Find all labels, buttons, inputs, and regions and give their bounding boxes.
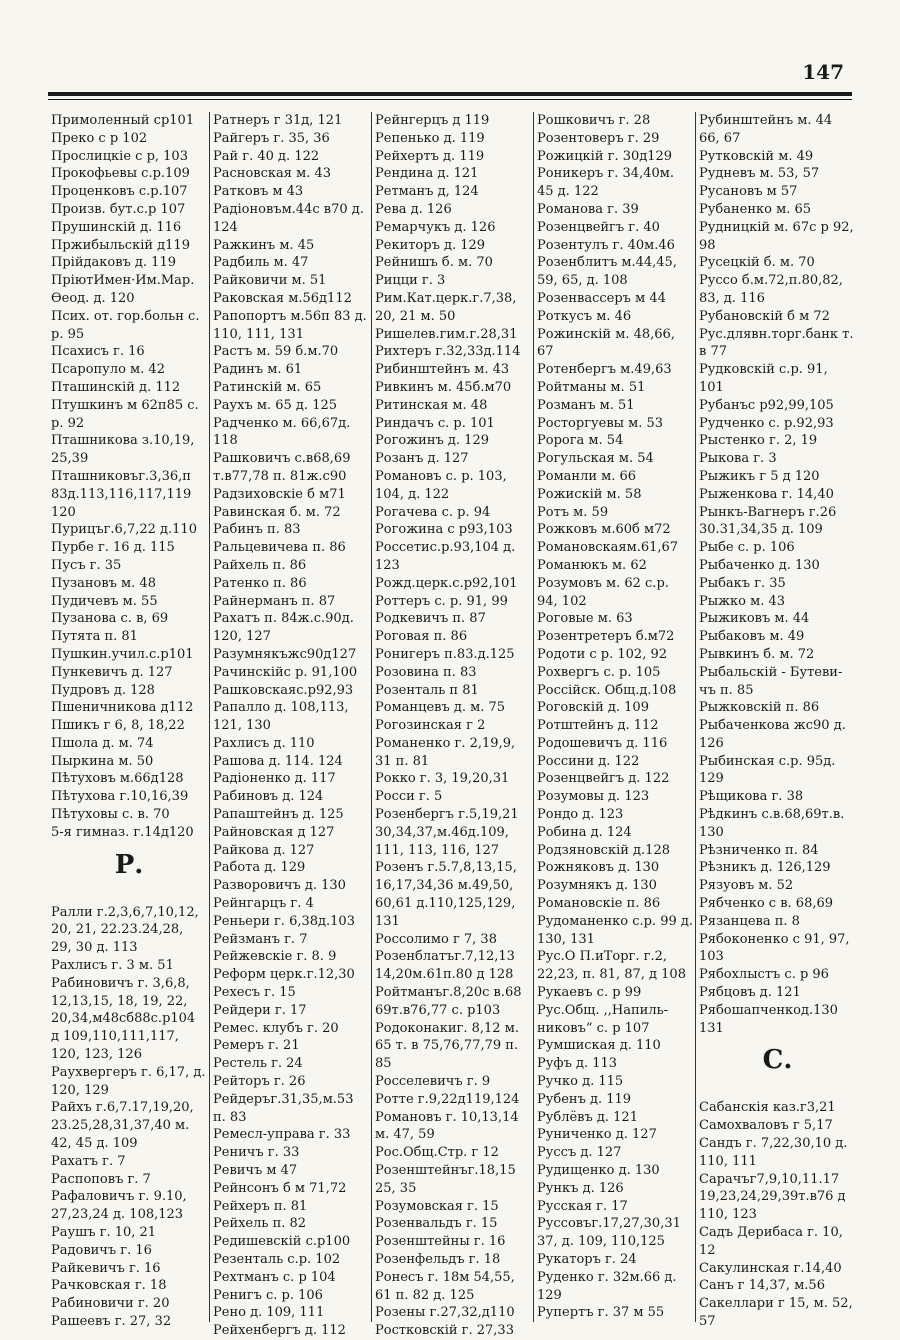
directory-entry: Пункевичъ д. 127 [51,664,173,680]
directory-entry: Репенько д. 119 [375,130,485,146]
directory-entry: Рукаевъ с. р 99 [537,985,642,1001]
directory-entry: Примоленный ср101 [51,113,195,128]
directory-entry: Романенко г. 2,19,9, 31 п. 81 [375,735,516,769]
directory-entry: Рыбакъ г. 35 [699,575,786,591]
directory-entry: Рывкинъ б. м. 72 [699,646,815,662]
directory-entry: Рожискій м. 58 [537,486,642,502]
directory-entry: Розумовская г. 15 [375,1198,499,1214]
directory-entry: Пурбе г. 16 д. 115 [51,540,175,556]
directory-entry: Раушъ г. 10, 21 [51,1225,157,1241]
directory-entry: Рѣдкинъ с.в.68,69т.в. 130 [699,807,845,840]
directory-entry: Родкевичъ п. 87 [375,611,486,627]
directory-entry: Рихтеръ г.32,33д.114 [375,344,521,360]
directory-entry: Пузанова с. в, 69 [51,611,169,627]
directory-entry: Руссъ д. 127 [537,1145,622,1161]
directory-entry: Риндачъ с. р. 101 [375,415,495,431]
directory-entry: Рейдери г. 17 [213,1002,307,1018]
directory-entry: Рожд.церк.с.р92,101 [375,575,518,591]
directory-entry: Росси г. 5 [375,789,443,805]
directory-entry: Рыстенко г. 2, 19 [699,433,818,449]
directory-entry: Рейнсонъ б м 71,72 [213,1180,347,1196]
directory-entry: Радинъ м. 61 [213,362,303,378]
directory-entry: Ронигеръ п.83.д.125 [375,646,515,662]
directory-entry: Рус.длявн.торг.банк т. в 77 [699,326,854,360]
directory-entry: Ронесъ г. 18м 54,55, 61 п. 82 д. 125 [375,1269,515,1303]
directory-entry: Работа д. 129 [213,860,306,876]
directory-entry: Романовскаям.61,67 [537,540,679,556]
directory-entry: Россійск. Общ.д.108 [537,682,677,698]
directory-entry: Рябцовъ д. 121 [699,985,801,1001]
directory-entry: Пурицъг.6,7,22 д.110 [51,522,197,538]
directory-entry: Розумовы д. 123 [537,789,650,805]
directory-entry: Рейнгерцъ д 119 [375,113,490,128]
header-rule [48,92,852,96]
directory-entry: Розманъ м. 51 [537,397,635,413]
directory-entry: Рыжковскій п. 86 [699,700,820,716]
directory-entry: Рудницкій м. 67с р 92, 98 [699,219,854,253]
directory-entry: Розовина п. 83 [375,664,477,680]
directory-entry: Радіоненко д. 117 [213,771,336,787]
directory-entry: Рачинскійс р. 91,100 [213,664,358,680]
directory-entry: Розентретеръ б.м72 [537,629,675,645]
directory-entry: Родошевичъ д. 116 [537,735,668,751]
directory-entry: Рахлисъ д. 110 [213,735,315,751]
directory-entry: Руниченко д. 127 [537,1127,657,1143]
directory-entry: Рошковичъ г. 28 [537,113,651,128]
directory-entry: 5-я гимназ. г.14д120 [51,824,194,840]
directory-column [696,112,858,1329]
directory-entry: Ражкинъ м. 45 [213,237,315,253]
directory-entry: Рукаторъ г. 24 [537,1252,637,1267]
directory-entry: Рудневъ м. 53, 57 [699,166,820,182]
directory-entry: Ратинскій м. 65 [213,379,322,395]
directory-entry: Рубинштейнъ м. 44 66, 67 [699,113,833,146]
directory-entry: Рай г. 40 д. 122 [213,148,320,164]
directory-entry: Сакулинская г.14,40 [699,1260,842,1276]
directory-entry: Рейхертъ д. 119 [375,148,485,164]
directory-entry: Рогульская м. 54 [537,451,654,467]
directory-entry: Псахисъ г. 16 [51,344,145,360]
directory-entry: Пшеничникова д112 [51,700,194,716]
directory-entry: Роткусъ м. 46 [537,308,632,324]
directory-entry: Розенбергъ г.5,19,21 30,34,37,м.46д.109, 111, 113, 116, 127 [375,807,519,858]
directory-entry: Рабинъ п. 83 [213,522,301,538]
directory-entry: Рено д. 109, 111 [213,1305,325,1321]
directory-columns [48,112,860,1339]
directory-entry: Рябченко с в. 68,69 [699,896,834,912]
directory-entry: Рыкова г. 3 [699,451,777,467]
directory-entry: Ральцевичева п. 86 [213,540,346,556]
directory-entry: Рутковскій м. 49 [699,148,814,164]
directory-entry: Рыжко м. 43 [699,593,786,609]
directory-entry: Райнерманъ п. 87 [213,593,336,609]
directory-entry: Росторгуевы м. 53 [537,415,664,431]
directory-entry: Рыбинская с.р. 95д. 129 [699,753,836,787]
directory-entry: Россетис.р.93,104 д. 123 [375,540,516,573]
directory-column [534,112,696,1322]
directory-entry: Розенштейнъг.18,15 25, 35 [375,1163,516,1196]
directory-entry: Рейхель п. 82 [213,1216,307,1232]
directory-entry: Ростковскій г. 27,33 [375,1323,514,1339]
directory-entry: Рапаштейнъ д. 125 [213,807,344,823]
directory-entry: Пѣтуховъ м.66д128 [51,771,184,787]
directory-entry: Рахлисъ г. 3 м. 51 [51,958,174,974]
directory-entry: Романовъ с. р. 103, 104, д. 122 [375,468,507,502]
directory-entry: Равинская б. м. 72 [213,504,341,520]
directory-entry: Ратнеръ г 31д, 121 [213,113,343,128]
directory-entry: Рудищенко д. 130 [537,1163,660,1179]
directory-entry: Раковская м.56д112 [213,290,352,306]
directory-column [210,112,372,1339]
directory-entry: Раухвергеръ г. 6,17, д. 120, 129 [51,1064,206,1098]
directory-entry: Разворовичъ д. 130 [213,878,346,894]
directory-entry: Розумовъ м. 62 с.р. 94, 102 [537,575,669,609]
directory-entry: Псих. от. гор.больн с. р. 95 [51,308,200,342]
directory-entry: Рыжиковъ м. 44 [699,611,810,627]
directory-entry: Рева д. 126 [375,201,452,217]
directory-entry: Рожицкій г. 30д129 [537,148,673,164]
directory-entry: Романовскіе п. 86 [537,896,661,912]
directory-entry: Рехесъ г. 15 [213,985,296,1001]
directory-entry: Рокко г. 3, 19,20,31 [375,771,510,787]
directory-entry: Рейхеръ п. 81 [213,1198,308,1214]
directory-entry: Розентоверъ г. 29 [537,130,660,146]
directory-entry: Самохваловъ г 5,17 [699,1118,833,1134]
directory-entry: Рыбаченкова жс90 д. 126 [699,718,846,751]
directory-entry: Ротенбергъ м.49,63 [537,362,672,378]
directory-entry: Проценковъ с.р.107 [51,184,188,200]
directory-entry: Рехтманъ с. р 104 [213,1269,336,1285]
directory-entry: Рейжевскіе г. 8. 9 [213,949,337,965]
directory-entry: Рубановскій б м 72 [699,308,830,324]
directory-entry: Романли м. 66 [537,468,637,484]
directory-entry: Рублёвъ д. 121 [537,1109,638,1125]
directory-entry: Радовичъ г. 16 [51,1242,152,1258]
directory-entry: Распоповъ г. 7 [51,1171,151,1187]
directory-entry: Пѣтуховы с. в. 70 [51,807,170,823]
section-letter-heading: С. [762,1045,793,1076]
directory-entry: Рожняковъ д. 130 [537,860,660,876]
directory-entry: Рязанцева п. 8 [699,913,800,929]
directory-entry: Рожковъ м.60б м72 [537,522,671,538]
directory-entry: Романцевъ д. м. 75 [375,700,506,716]
directory-entry: Пусъ г. 35 [51,557,122,573]
directory-entry: Радбиль м. 47 [213,255,309,271]
directory-entry: Рабиновъ д. 124 [213,789,324,805]
header-rule-thin [48,99,852,100]
directory-entry: Сандъ г. 7,22,30,10 д. 110, 111 [699,1136,848,1169]
directory-entry: ПріютИмен·Им.Мар. Өеод. д. 120 [51,273,195,306]
directory-entry: Рогожинъ д. 129 [375,433,489,449]
directory-entry: Рыженкова г. 14,40 [699,486,834,502]
directory-entry: Розенфельдъ г. 18 [375,1252,501,1267]
directory-entry: Рѣзникъ д. 126,129 [699,860,831,876]
directory-entry: Ройтманъг.8,20с в.68 69т.в76,77 с. р103 [375,985,522,1018]
directory-column [372,112,534,1339]
directory-entry: Сабанскія каз.г3,21 [699,1100,836,1116]
directory-entry: Ротъ м. 59 [537,504,609,520]
directory-entry: Роговая п. 86 [375,629,468,645]
directory-entry: Рябохлыстъ с. р 96 [699,967,829,983]
directory-entry: Розенвассеръ м 44 [537,290,666,306]
directory-entry: Русская г. 17 [537,1198,628,1214]
directory-entry: Россини д. 122 [537,753,640,769]
directory-entry: Радченко м. 66,67д. 118 [213,415,351,449]
directory-entry: Розенцвейгъ г. 40 [537,219,660,235]
directory-entry: Рогозинская г 2 [375,718,486,734]
directory-entry: Рубанъс р92,99,105 [699,397,834,413]
directory-entry: Ревичъ м 47 [213,1163,298,1179]
directory-entry: Розенштейны г. 16 [375,1234,506,1250]
directory-entry: Рязуовъ м. 52 [699,878,794,894]
directory-entry: Пузановъ м. 48 [51,575,156,591]
directory-entry: Псаропуло м. 42 [51,362,165,378]
directory-entry: Розанъ д. 127 [375,451,469,467]
directory-entry: Санъ г 14,37, м.56 [699,1278,825,1294]
directory-entry: Розумнякъ д. 130 [537,878,657,894]
directory-entry: Ройтманы м. 51 [537,379,646,395]
directory-entry: Ралли г.2,3,6,7,10,12, 20, 21, 22.23.24,28, 29, 30 д. 113 [51,904,199,956]
directory-entry: Садъ Дерибаса г. 10, 12 [699,1225,843,1258]
directory-entry: Ротштейнъ д. 112 [537,718,659,734]
directory-entry: Радіоновъм.44с в70 д. 124 [213,201,364,235]
directory-entry: Роговые м. 63 [537,611,633,627]
directory-entry: Ротте г.9,22д119,124 [375,1091,520,1107]
directory-entry: Рестель г. 24 [213,1056,303,1072]
directory-entry: Пшикъ г 6, 8, 18,22 [51,718,185,734]
directory-entry: Розенъ г.5.7,8,13,15, 16,17,34,36 м.49,50, 60,61 д.110,125,129, 131 [375,860,517,929]
directory-entry: Родзяновскій д.128 [537,842,670,858]
directory-entry: Ренигъ с. р. 106 [213,1287,323,1303]
directory-entry: Розентулъ г. 40м.46 [537,237,675,253]
directory-entry: Руфъ д. 113 [537,1056,618,1072]
directory-entry: Рейзманъ г. 7 [213,931,308,947]
directory-entry: Розенблатъг.7,12,13 14,20м.61п.80 д 128 [375,949,515,983]
directory-entry: Россолимо г 7, 38 [375,931,497,947]
directory-entry: Русецкій б. м. 70 [699,255,815,271]
directory-entry: Роттеръ с. р. 91, 99 [375,593,508,609]
directory-entry: Рахатъ г. 7 [51,1153,126,1169]
directory-entry: Родоти с р. 102, 92 [537,646,668,662]
directory-entry: Рудоманенко с.р. 99 д. 130, 131 [537,913,694,947]
directory-entry: Рабиновичи г. 20 [51,1296,170,1312]
directory-entry: Румшиская д. 110 [537,1038,661,1054]
directory-entry: Розенталь п 81 [375,682,479,698]
directory-entry: Рашковскаяс.р92,93 [213,682,354,698]
directory-entry: Рубенъ д. 119 [537,1091,632,1107]
directory-entry: Ророга м. 54 [537,433,624,449]
directory-entry: Пудровъ д. 128 [51,682,155,698]
section-letter-heading: Р. [114,849,144,880]
directory-entry: Рибинштейнъ м. 43 [375,362,510,378]
directory-entry: Сарачъг7,9,10,11.17 19,23,24,29,39т.в76 д 110, 123 [699,1171,846,1223]
directory-entry: Разумнякъжс90д127 [213,646,357,662]
directory-entry: Рапалло д. 108,113, 121, 130 [213,700,349,734]
directory-entry: Прійдаковъ д. 119 [51,255,176,271]
directory-entry: Рупертъ г. 37 м 55 [537,1305,665,1321]
directory-entry: Рѣщикова г. 38 [699,789,804,805]
directory-entry: Рѣзниченко п. 84 [699,842,819,858]
directory-entry: Рохвергъ с. р. 105 [537,664,661,680]
directory-entry: Рашова д. 114. 124 [213,753,343,769]
directory-entry: Преко с р 102 [51,130,148,146]
directory-entry: Руссо б.м.72,п.80,82, 83, д. 116 [699,273,843,306]
directory-entry: Райгеръ г. 35, 36 [213,130,330,146]
directory-entry: Райхель п. 86 [213,557,307,573]
directory-entry: Птушкинъ м 62п85 с. р. 92 [51,397,199,431]
directory-column [48,112,210,1329]
directory-entry: Реньери г. 6,38д.103 [213,913,355,929]
directory-entry: Рапопортъ м.56п 83 д. 110, 111, 131 [213,308,367,342]
directory-entry: Рус.Общ. ,,Напиль- никовъ“ с. р 107 [537,1002,669,1036]
directory-entry: Пудичевъ м. 55 [51,593,158,609]
directory-entry: Рашковичъ с.в68,69 т.в77,78 п. 81ж.с90 [213,451,351,484]
directory-entry: Рус.О П.иТорг. г.2, 22,23, п. 81, 87, д 108 [537,949,686,983]
directory-entry: Прокофьевы с.р.109 [51,166,190,182]
directory-entry: Пушкин.учил.с.р101 [51,646,194,662]
directory-entry: Путята п. 81 [51,629,138,645]
directory-entry: Робина д. 124 [537,824,632,840]
directory-entry: Пташинскій д. 112 [51,379,181,395]
directory-entry: Ремеръ г. 21 [213,1038,300,1054]
directory-entry: Рейнишъ б. м. 70 [375,255,493,271]
directory-entry: Роговскій д. 109 [537,700,649,716]
directory-entry: Розены г.27,32,д110 [375,1305,515,1321]
directory-entry: Рейторъ г. 26 [213,1074,306,1090]
directory-entry: Рыбальскій - Бутеви- чъ п. 85 [699,664,843,698]
directory-entry: Прослицкіе с р, 103 [51,148,188,164]
directory-entry: Ривкинъ м. 45б.м70 [375,379,512,395]
directory-entry: Райхъ г.6,7.17,19,20, 23.25,28,31,37,40 м. 42, 45 д. 109 [51,1100,194,1152]
directory-entry: Ремесл-управа г. 33 [213,1127,351,1143]
directory-entry: Рожинскій м. 48,66, 67 [537,326,675,360]
directory-entry: Руденко г. 32м.66 д. 129 [537,1269,677,1303]
directory-entry: Розенблитъ м.44,45, 59, 65, д. 108 [537,255,677,289]
directory-entry: Пшола д. м. 74 [51,735,154,751]
directory-entry: Рогачева с. р. 94 [375,504,491,520]
directory-entry: Рафаловичъ г. 9.10, 27,23,24 д. 108,123 [51,1189,187,1223]
directory-entry: Роникеръ г. 34,40м. 45 д. 122 [537,166,674,200]
directory-entry: Райновская д 127 [213,824,335,840]
directory-entry: Русановъ м 57 [699,184,798,200]
directory-entry: Ратенко п. 86 [213,575,307,591]
directory-entry: Райковичи м. 51 [213,273,327,289]
directory-entry: Сакеллари г 15, м. 52, 57 [699,1296,853,1329]
directory-entry: Пташникова з.10,19, 25,39 [51,433,195,467]
directory-entry: Родоконакиг. 8,12 м. 65 т. в 75,76,77,79 п. 85 [375,1020,519,1072]
directory-entry: Резенталь с.р. 102 [213,1252,341,1267]
directory-entry: Произв. бут.с.р 107 [51,201,186,217]
directory-entry: Редишевскій с.р100 [213,1234,351,1250]
directory-entry: Радзиховскіе б м71 [213,486,346,502]
directory-entry: Рейхенбергъ д. 112 [213,1323,346,1339]
directory-entry: Пѣтухова г.10,16,39 [51,789,189,805]
directory-entry: Рябошапченкод.130 131 [699,1002,838,1036]
directory-entry: Ретманъ д, 124 [375,184,479,200]
directory-entry: Розенцвейгъ д. 122 [537,771,670,787]
directory-entry: Рыбаковъ м. 49 [699,629,805,645]
directory-entry: Раухъ м. 65 д. 125 [213,397,338,413]
directory-entry: Романовъ г. 10,13,14 м. 47, 59 [375,1109,519,1143]
directory-entry: Рим.Кат.церк.г.7,38, 20, 21 м. 50 [375,290,517,324]
directory-entry: Ришелев.гим.г.28,31 [375,326,518,342]
directory-entry: Романова г. 39 [537,201,639,217]
directory-entry: Рубаненко м. 65 [699,201,811,217]
directory-entry: Райкова д. 127 [213,842,315,858]
directory-entry: Рашеевъ г. 27, 32 [51,1314,172,1329]
directory-entry: Рахатъ п. 84ж.с.90д. 120, 127 [213,611,354,645]
directory-entry: Реформ церк.г.12,30 [213,967,355,983]
directory-entry: Рицци г. 3 [375,273,446,289]
directory-entry: Райкевичъ г. 16 [51,1260,161,1276]
directory-entry: Рондо д. 123 [537,807,624,823]
directory-entry: Ритинская м. 48 [375,397,488,413]
directory-entry: Рейнгарцъ г. 4 [213,896,314,912]
directory-entry: Рекиторъ д. 129 [375,237,486,253]
directory-entry: Прушинскій д. 116 [51,219,182,235]
directory-entry: Пташниковъг.3,36,п 83д.113,116,117,119 120 [51,468,192,520]
directory-entry: Реничъ г. 33 [213,1145,300,1161]
directory-entry: Ремес. клубъ г. 20 [213,1020,339,1036]
directory-entry: Ручко д. 115 [537,1074,624,1090]
directory-entry: Рачковская г. 18 [51,1278,167,1294]
directory-entry: Руссовъг.17,27,30,31 37, д. 109, 110,125 [537,1216,681,1250]
directory-entry: Романюкъ м. 62 [537,557,647,573]
directory-entry: Растъ м. 59 б.м.70 [213,344,339,360]
page-number: 147 [802,60,844,84]
directory-entry: Рыбе с. р. 106 [699,540,795,556]
directory-entry: Рудковскій с.р. 91, 101 [699,362,828,395]
directory-entry: Рос.Общ.Стр. г 12 [375,1145,499,1161]
directory-entry: Рыбаченко д. 130 [699,557,820,573]
directory-entry: Рыжикъ г 5 д 120 [699,468,820,484]
directory-entry: Рункъ д. 126 [537,1180,624,1196]
directory-entry: Рабиновичъ г. 3,6,8, 12,13,15, 18, 19, 22, 20,34,м48сб88с.р104 д 109,110,111,117, 120, 123, 126 [51,975,196,1063]
directory-entry: Пыркина м. 50 [51,753,154,769]
directory-entry: Рейдеръг.31,35,м.53 п. 83 [213,1091,354,1125]
directory-entry: Рендина д. 121 [375,166,479,182]
directory-entry: Ремарчукъ д. 126 [375,219,496,235]
directory-entry: Росселевичъ г. 9 [375,1074,491,1090]
directory-entry: Розенвальдъ г. 15 [375,1216,498,1232]
directory-entry: Рябоконенко с 91, 97, 103 [699,931,850,965]
directory-entry: Рудченко с. р.92,93 [699,415,834,431]
directory-entry: Рынкъ-Вагнеръ г.26 30.31,34,35 д. 109 [699,504,837,538]
directory-entry: Расновская м. 43 [213,166,331,182]
directory-entry: Рогожина с р93,103 [375,522,513,538]
directory-entry: Пржибыльскій д119 [51,237,190,253]
directory-entry: Ратковъ м 43 [213,184,304,200]
